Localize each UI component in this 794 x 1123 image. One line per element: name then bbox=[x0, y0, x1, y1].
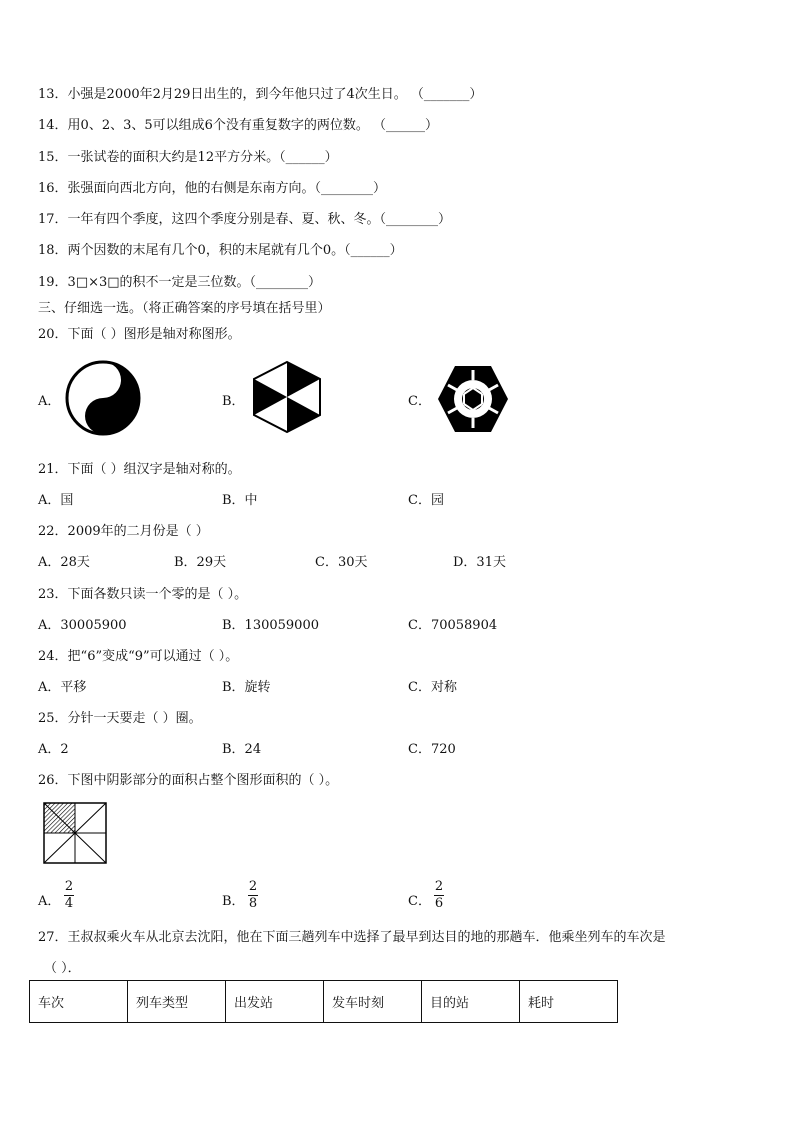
question-23-stem: 23．下面各数只读一个零的是（ ）。 bbox=[38, 587, 248, 602]
q22-option-a: A．28天 bbox=[38, 555, 90, 570]
q23-option-c: C．70058904 bbox=[408, 618, 498, 633]
numerator: 2 bbox=[248, 879, 258, 894]
question-14: 14．用0、2、3、5可以组成6个没有重复数字的两位数。 （______） bbox=[38, 118, 439, 133]
q21-option-b: B．中 bbox=[222, 493, 258, 508]
shaded-square-figure bbox=[43, 802, 107, 864]
fraction-2-6 bbox=[434, 880, 444, 911]
question-18: 18．两个因数的末尾有几个0，积的末尾就有几个0。（______） bbox=[38, 243, 403, 258]
q25-option-c: C．720 bbox=[408, 742, 456, 757]
q24-option-c: C．对称 bbox=[408, 680, 457, 695]
question-26-stem: 26．下图中阴影部分的面积占整个图形面积的（ ）。 bbox=[38, 773, 339, 788]
q20-option-b: B． bbox=[222, 394, 245, 409]
table-header-cell: 目的站 bbox=[422, 981, 520, 1023]
question-21-stem: 21．下面（ ）组汉字是轴对称的。 bbox=[38, 462, 241, 477]
question-16: 16．张强面向西北方向，他的右侧是东南方向。（________） bbox=[38, 181, 387, 196]
q22-option-d: D．31天 bbox=[453, 555, 506, 570]
q20-option-c: C． bbox=[408, 394, 431, 409]
question-19: 19．3□×3□的积不一定是三位数。（________） bbox=[38, 275, 322, 290]
table-header-cell: 车次 bbox=[30, 981, 128, 1023]
q23-option-a: A．30005900 bbox=[38, 618, 127, 633]
q24-option-a: A．平移 bbox=[38, 680, 87, 695]
table-header-row bbox=[30, 981, 618, 1023]
question-27-stem: 27．王叔叔乘火车从北京去沈阳，他在下面三趟列车中选择了最早到达目的地的那趟车．他乘坐列车的车次是 bbox=[38, 930, 666, 945]
numerator: 2 bbox=[434, 879, 444, 894]
question-22-stem: 22．2009年的二月份是（ ） bbox=[38, 524, 209, 539]
aperture-figure bbox=[436, 364, 510, 434]
train-table bbox=[29, 980, 618, 1023]
fraction-2-4 bbox=[64, 880, 74, 911]
q22-option-b: B．29天 bbox=[174, 555, 227, 570]
table-header-cell: 耗时 bbox=[520, 981, 618, 1023]
denominator: 6 bbox=[434, 896, 444, 911]
q26-option-c: C． bbox=[408, 894, 431, 909]
denominator: 8 bbox=[248, 896, 258, 911]
table-header-cell: 列车类型 bbox=[128, 981, 226, 1023]
yin-yang-figure bbox=[64, 359, 142, 437]
q20-option-a: A． bbox=[38, 394, 61, 409]
q21-option-a: A．国 bbox=[38, 493, 74, 508]
denominator: 4 bbox=[64, 896, 74, 911]
section-heading-3: 三、仔细选一选。（将正确答案的序号填在括号里） bbox=[38, 301, 331, 316]
table-header-cell: 发车时刻 bbox=[324, 981, 422, 1023]
question-24-stem: 24．把“6”变成“9”可以通过（ ）。 bbox=[38, 649, 239, 664]
q26-option-b: B． bbox=[222, 894, 245, 909]
q24-option-b: B．旋转 bbox=[222, 680, 271, 695]
question-25-stem: 25．分针一天要走（ ）圈。 bbox=[38, 711, 202, 726]
q21-option-c: C．园 bbox=[408, 493, 444, 508]
q26-option-a: A． bbox=[38, 894, 61, 909]
q25-option-b: B．24 bbox=[222, 742, 262, 757]
q22-option-c: C．30天 bbox=[315, 555, 368, 570]
question-20-stem: 20．下面（ ）图形是轴对称图形。 bbox=[38, 327, 241, 342]
hexagon-figure bbox=[251, 359, 323, 435]
q25-option-a: A．2 bbox=[38, 742, 69, 757]
fraction-2-8 bbox=[248, 880, 258, 911]
question-27-blank: （ ）． bbox=[44, 961, 81, 976]
table-header-cell: 出发站 bbox=[226, 981, 324, 1023]
numerator: 2 bbox=[64, 879, 74, 894]
question-13: 13．小强是2000年2月29日出生的，到今年他只过了4次生日。 （_______） bbox=[38, 87, 483, 102]
question-15: 15．一张试卷的面积大约是12平方分米。（______） bbox=[38, 150, 338, 165]
question-17: 17．一年有四个季度，这四个季度分别是春、夏、秋、冬。（________） bbox=[38, 212, 452, 227]
q23-option-b: B．130059000 bbox=[222, 618, 319, 633]
